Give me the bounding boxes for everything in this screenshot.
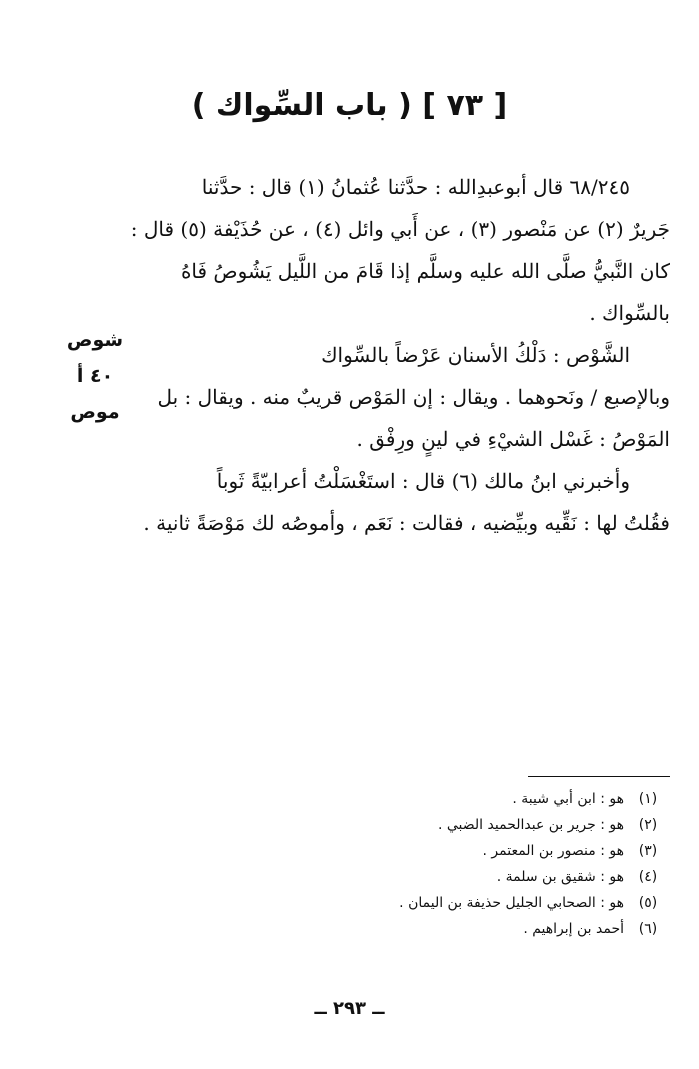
footnote-item: [300, 838, 672, 864]
footnote-number: (٦): [638, 921, 658, 937]
text-line: بالسِّواك .: [589, 301, 670, 325]
footnote-text: هو : شقيق بن سلمة .: [496, 869, 624, 885]
footnote-item: [300, 916, 672, 942]
footnote-item: [300, 864, 672, 890]
footnote-item: [300, 786, 672, 812]
text-line: وأخبرني ابنُ مالك (٦) قال : استَغْسَلْتُ أعرابيّةً ثَوباً: [216, 469, 630, 493]
footnote-number: (١): [638, 791, 658, 807]
chapter-title: [ ٧٣ ] ( باب السِّواك ): [191, 88, 508, 123]
footnote-number: (٢): [638, 817, 658, 833]
margin-word-shaws: شوص: [66, 329, 124, 351]
text-line: كان النَّبيُّ صلَّى الله عليه وسلَّم إذا قَامَ من اللَّيل يَشُوصُ فَاهُ: [180, 259, 670, 283]
footnote-text: هو : الصحابي الجليل حذيفة بن اليمان .: [399, 895, 624, 911]
footnote-item: [300, 890, 672, 916]
footnote-text: هو : جرير بن عبدالحميد الضبي .: [437, 817, 624, 833]
footnote-number: (٣): [638, 843, 658, 859]
page-number: ــ ٢٩٣ ــ: [314, 998, 385, 1019]
footnote-number: (٤): [638, 869, 658, 885]
text-line: وبالإصبع / ونَحوهما . ويقال : إن المَوْص قريبٌ منه . ويقال : بل: [157, 385, 670, 409]
text-line: فقُلتُ لها : نَقِّيه وبيِّضيه ، فقالت : نَعَم ، وأموصُه لك مَوْصَةً ثانية .: [143, 511, 670, 535]
text-line: الشَّوْص : دَلْكُ الأسنان عَرْضاً بالسِّواك: [321, 343, 630, 367]
footnote-number: (٥): [638, 895, 658, 911]
footnote-text: هو : ابن أبي شيبة .: [512, 791, 624, 807]
footnote-text: هو : منصور بن المعتمر .: [482, 843, 624, 859]
text-line: جَريرٌ (٢) عن مَنْصور (٣) ، عن أَبي وائل (٤) ، عن حُذَيْفة (٥) قال :: [130, 217, 670, 241]
text-line: ٦٨/٢٤٥ قال أبوعبدِالله : حدَّثنا عُثمانُ (١) قال : حدَّثنا: [201, 175, 630, 199]
footnotes: [300, 786, 672, 942]
footnote-divider: [528, 776, 670, 777]
hadith-text: [130, 166, 670, 544]
margin-word-maws: موص: [70, 401, 120, 423]
margin-note: [60, 322, 130, 430]
footnote-item: [300, 812, 672, 838]
margin-folio-number: ٤٠ أ: [76, 365, 114, 387]
footnote-text: أحمد بن إبراهيم .: [523, 921, 624, 937]
text-line: المَوْصُ : غَسْل الشيْءِ في لينٍ ورِفْق .: [356, 427, 670, 451]
